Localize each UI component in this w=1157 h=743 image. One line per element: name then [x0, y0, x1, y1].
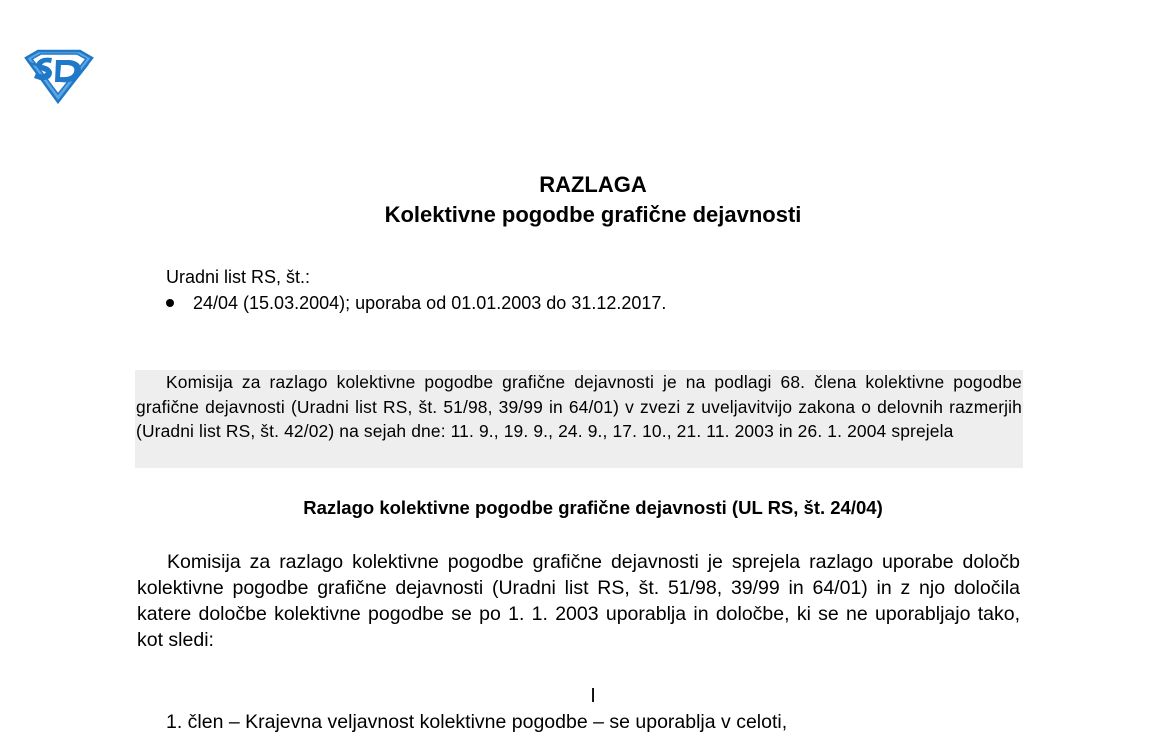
article-item: 1. člen – Krajevna veljavnost kolektivne pogodbe – se uporablja v celoti, — [166, 711, 788, 733]
preamble-text: Komisija za razlago kolektivne pogodbe grafične dejavnosti je na podlagi 68. člena kolektivne pogodbe grafične dejavnosti (Uradni list RS, št. 51/98, 39/99 in 64/01) v zvezi z uveljavitvijo zakona o delovnih razmerjih (Uradni list RS, št. 42/02) na sejah dne: 11. 9., 19. 9., 24. 9., 17. 10., 21. 11. 2003 in 26. 1. 2004 sprejela — [136, 372, 1022, 441]
gazette-list — [166, 292, 666, 314]
bullet-icon — [166, 299, 174, 307]
document-title: RAZLAGA — [539, 172, 647, 197]
intro-text: Komisija za razlago kolektivne pogodbe grafične dejavnosti je sprejela razlago uporabe določb kolektivne pogodbe grafične dejavnosti (Uradni list RS, št. 51/98, 39/99 in 64/01) in z njo določila katere določbe kolektivne pogodbe se po 1. 1. 2003 uporablja in določbe, ki se ne uporabljajo tako, kot sledi: — [137, 551, 1020, 651]
list-item — [166, 292, 666, 314]
section-heading: Razlago kolektivne pogodbe grafične dejavnosti (UL RS, št. 24/04) — [303, 497, 883, 518]
gazette-item-text: 24/04 (15.03.2004); uporaba od 01.01.2003 do 31.12.2017. — [193, 293, 667, 313]
preamble-box — [135, 370, 1023, 468]
sd-diamond-logo-icon — [22, 48, 96, 104]
document-subtitle: Kolektivne pogodbe grafične dejavnosti — [384, 202, 802, 227]
intro-paragraph — [137, 549, 1020, 653]
article-list — [166, 709, 787, 735]
chapter-number: I — [590, 685, 596, 707]
gazette-label: Uradni list RS, št.: — [166, 267, 311, 287]
